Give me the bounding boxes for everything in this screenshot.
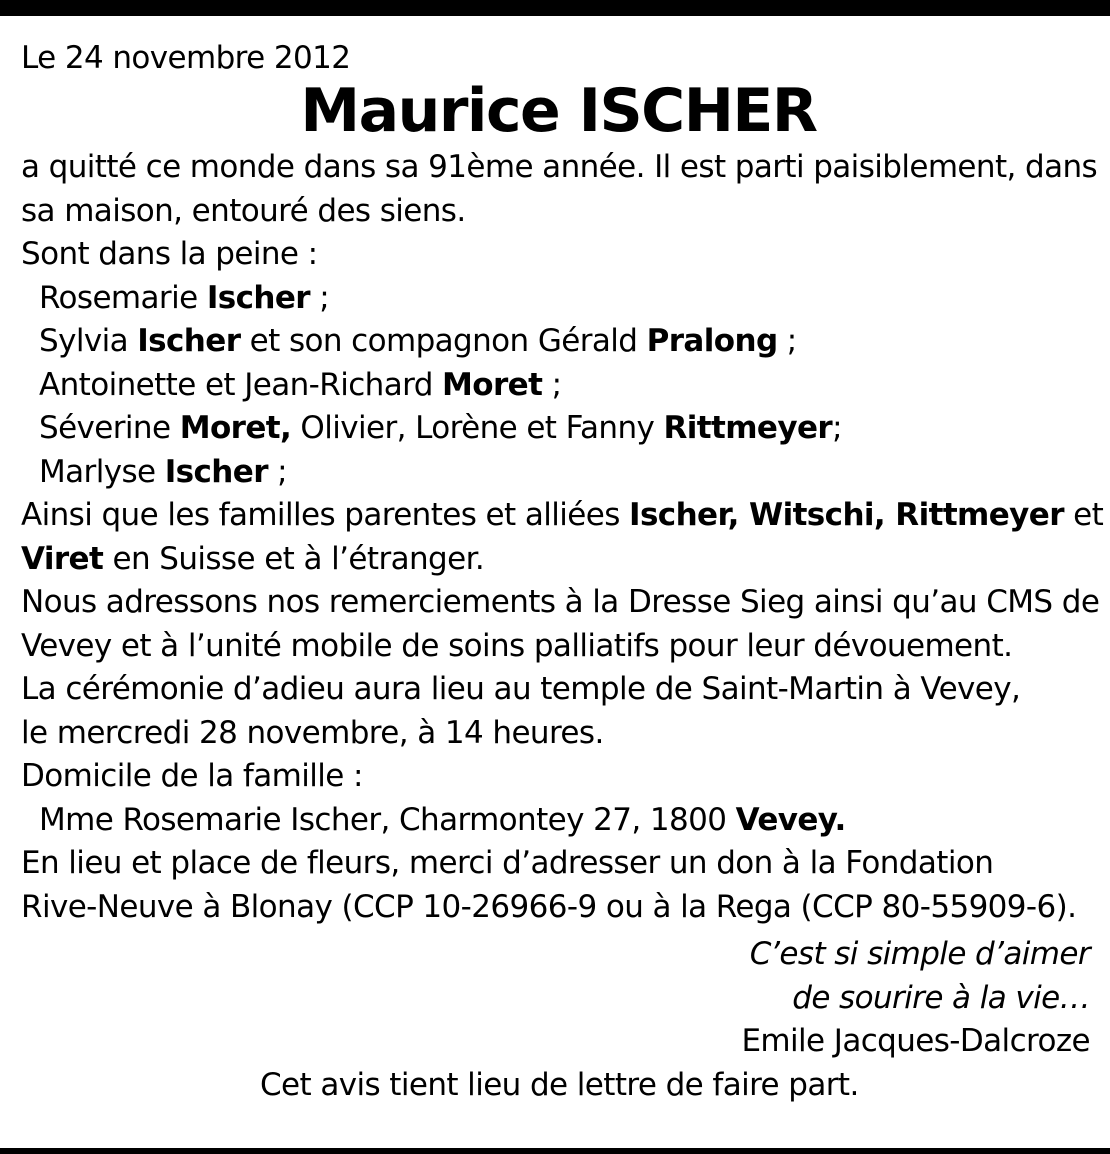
notice-date: Le 24 novembre 2012 <box>21 40 351 76</box>
mourner-connector: et son compagnon Gérald <box>240 323 647 359</box>
top-border-rule <box>0 0 1110 16</box>
intro-line-1: a quitté ce monde dans sa 91ème année. Il est parti paisiblement, dans <box>21 149 1098 185</box>
mourner-surname: Ischer <box>137 323 241 359</box>
mourner-line <box>21 277 1096 321</box>
thanks-line-2: Vevey et à l’unité mobile de soins palliatifs pour leur dévouement. <box>21 627 1013 664</box>
quote-line-2: de sourire à la vie… <box>792 979 1090 1016</box>
quote-author: Emile Jacques-Dalcroze <box>741 1023 1090 1059</box>
mourner-line <box>21 451 1096 495</box>
mourner-first-name: Antoinette et Jean-Richard <box>39 366 443 403</box>
mourner-surname: Rittmeyer <box>663 410 833 446</box>
ceremony-line-1: La cérémonie d’adieu aura lieu au temple de Saint-Martin à Vevey, <box>21 671 1021 707</box>
obituary-notice <box>21 36 1104 1107</box>
intro-line-2: sa maison, entouré des siens. <box>21 192 466 229</box>
thanks-line-1: Nous adressons nos remerciements à la Dresse Sieg ainsi qu’au CMS de <box>21 584 1100 620</box>
ceremony-line-2: le mercredi 28 novembre, à 14 heures. <box>21 714 604 751</box>
family-surnames: Ischer, Witschi, Rittmeyer <box>629 497 1064 533</box>
mourner-line <box>21 364 1096 408</box>
mourner-punctuation: ; <box>832 410 842 446</box>
domicile-address <box>21 799 1096 843</box>
families-intro: Ainsi que les familles parentes et alliées <box>21 497 630 533</box>
donation-line-1: En lieu et place de fleurs, merci d’adresser un don à la Fondation <box>21 845 994 881</box>
bottom-border-rule <box>0 1148 1110 1154</box>
mourner-surname: Moret, <box>179 410 292 446</box>
mourner-punctuation: ; <box>542 366 562 403</box>
address-city: Vevey. <box>735 801 846 838</box>
family-surname: Viret <box>21 540 104 577</box>
mourner-surname: Pralong <box>646 323 778 359</box>
domicile-heading: Domicile de la famille : <box>21 758 363 794</box>
families-location: en Suisse et à l’étranger. <box>103 540 485 577</box>
mourner-connector: Olivier, Lorène et Fanny <box>291 410 664 446</box>
families-line <box>21 538 1096 582</box>
mourner-surname: Ischer <box>206 279 310 316</box>
mourner-line <box>21 407 1096 451</box>
families-connector: et <box>1063 497 1104 533</box>
mourner-punctuation: ; <box>309 279 330 316</box>
mourner-first-name: Séverine <box>39 410 180 446</box>
deceased-name: Maurice ISCHER <box>300 76 817 146</box>
mourner-surname: Moret <box>442 366 543 403</box>
address-text: Mme Rosemarie Ischer, Charmontey 27, 1800 <box>39 801 736 838</box>
families-line <box>21 494 1104 538</box>
mourner-punctuation: ; <box>777 323 797 359</box>
mourner-surname: Ischer <box>164 453 268 490</box>
mourners-heading: Sont dans la peine : <box>21 236 318 272</box>
mourner-line <box>21 320 1096 364</box>
mourner-first-name: Marlyse <box>39 453 165 490</box>
quote-line-1: C’est si simple d’aimer <box>749 936 1090 972</box>
mourner-punctuation: ; <box>267 453 287 490</box>
donation-line-2: Rive-Neuve à Blonay (CCP 10-26966-9 ou à la Rega (CCP 80-55909-6). <box>21 888 1077 925</box>
closing-statement: Cet avis tient lieu de lettre de faire part. <box>260 1066 859 1103</box>
mourner-first-name: Sylvia <box>39 323 138 359</box>
mourner-first-name: Rosemarie <box>39 279 207 316</box>
